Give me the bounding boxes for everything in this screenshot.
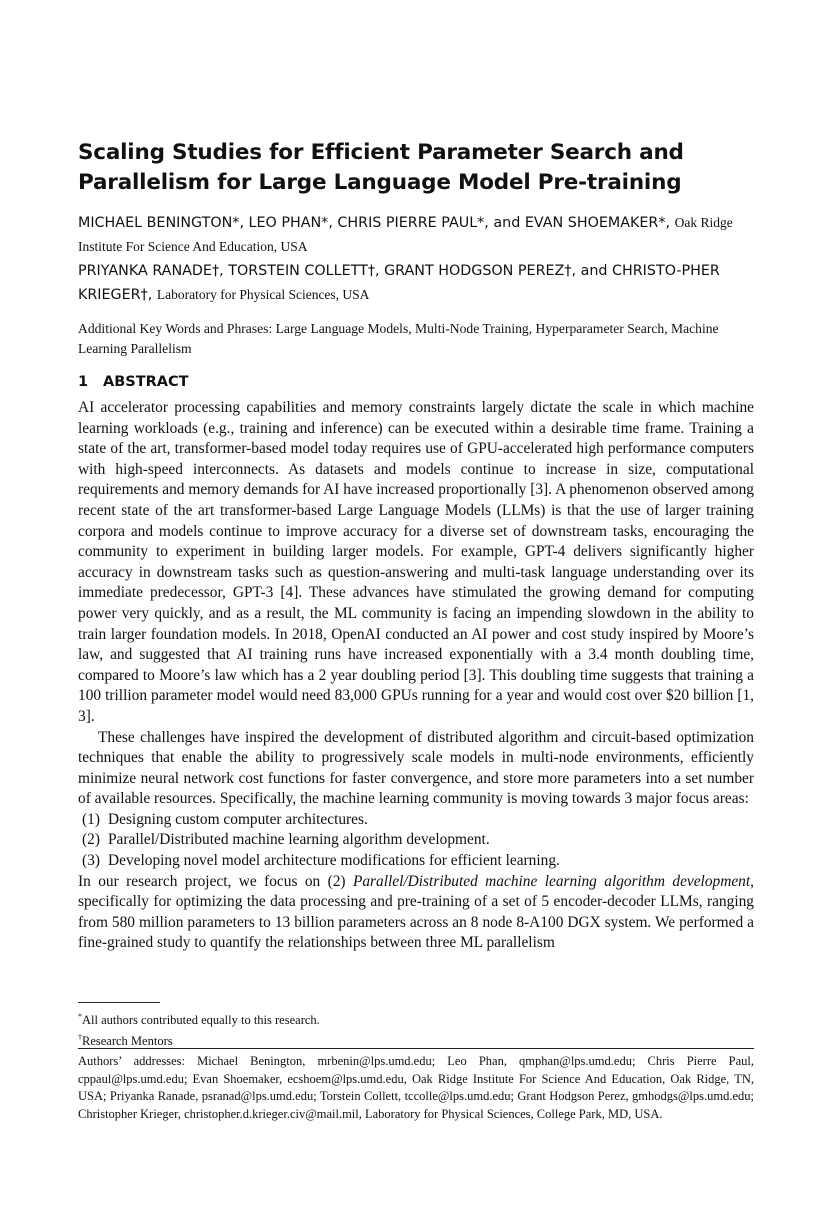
abstract-body: [78, 398, 754, 954]
list-number: (2): [82, 831, 100, 849]
footnote-equal: [78, 1008, 754, 1029]
section-title: ABSTRACT: [103, 374, 189, 390]
list-text: Developing novel model architecture modifications for efficient learning.: [108, 852, 560, 870]
footnote-text: Research Mentors: [82, 1034, 173, 1049]
author-group-1: MICHAEL BENINGTON*, LEO PHAN*, CHRIS PIERRE PAUL*, and EVAN SHOEMAKER*,: [78, 215, 671, 231]
list-item: [78, 810, 754, 831]
list-text: Parallel/Distributed machine learning algorithm development.: [108, 831, 490, 849]
focus-area-list: [78, 810, 754, 872]
keywords: Additional Key Words and Phrases: Large Language Models, Multi-Node Training, Hyperparameter Search, Machine Learning Parallelism: [78, 321, 719, 356]
author-addresses: Authors’ addresses: Michael Benington, mrbenin@lps.umd.edu; Leo Phan, qmphan@lps.umd.edu; Chris Pierre Paul, cppaul@lps.umd.edu; Evan Shoemaker, ecshoem@lps.umd.edu, Oak Ridge Institute For Science And Education, Oak Ridge, TN, USA; Priyanka Ranade, psranad@lps.umd.edu; Torstein Collett, tccolle@lps.umd.edu; Grant Hodgson Perez, gmhodgs@lps.umd.edu; Christopher Krieger, christopher.d.krieger.civ@mail.mil, Laboratory for Physical Sciences, College Park, MD, USA.: [78, 1054, 754, 1121]
section-heading: [78, 371, 189, 393]
list-number: (1): [82, 810, 100, 828]
footnote-mark: †: [78, 1033, 82, 1043]
paper-title: Scaling Studies for Efficient Parameter Search and Parallelism for Large Language Model Pre-training: [78, 140, 684, 195]
footnotes: [78, 1008, 754, 1050]
author-group-2: PRIYANKA RANADE†, TORSTEIN COLLETT†, GRANT HODGSON PEREZ†, and CHRISTO-PHER KRIEGER†,: [78, 263, 720, 303]
paragraph-2: These challenges have inspired the development of distributed algorithm and circuit-based optimization techniques that enable the ability to progressively scale models in multi-node environments, efficiently minimize neural network cost functions for faster convergence, and store more parameters into a set number of available resources. Specifically, the machine learning community is moving towards 3 major focus areas:: [78, 728, 754, 808]
footnote-mark: *: [78, 1012, 82, 1021]
paragraph-1: AI accelerator processing capabilities and memory constraints largely dictate the scale in which machine learning workloads (e.g., training and inference) can be executed within a desirable time frame. Training a state of the art, transformer-based model today requires use of GPU-accelerated high performance computers with high-speed interconnects. As datasets and models continue to increase in size, computational requirements and memory demands for AI have increased proportionally [3]. A phenomenon observed among recent state of the art transformer-based Large Language Models (LLMs) is that the use of larger training corpora and models continue to improve accuracy for a diverse set of downstream tasks, encouraging the community to experiment in building larger models. For example, GPT-4 delivers significantly higher accuracy in downstream tasks such as question-answering and multi-task language understanding over its immediate predecessor, GPT-3 [4]. These advances have stimulated the growing demand for computing power very quickly, and as a result, the ML community is facing an impending slowdown in the ability to train larger foundation models. In 2018, OpenAI conducted an AI power and cost study inspired by Moore’s law, and suggested that AI training runs have increased exponentially with a 3.4 month doubling time, compared to Moore’s law which has a 2 year doubling period [3]. This doubling time suggests that training a 100 trillion parameter model would need 83,000 GPUs running for a year and would cost over $20 billion [1, 3].: [78, 399, 754, 725]
affiliation-1: Oak Ridge Institute For Science And Education, USA: [78, 215, 733, 254]
author-block: [78, 211, 754, 307]
affiliation-2: Laboratory for Physical Sciences, USA: [156, 287, 370, 302]
footnote-text: All authors contributed equally to this research.: [82, 1013, 320, 1028]
address-rule: [78, 1048, 754, 1049]
paragraph-3-rest: , specifically for optimizing the data processing and pre-training of a set of 5 encoder-decoder LLMs, ranging from 580 million parameters to 13 billion parameters across an 8 node 8-A100 DGX system. We performed a fine-grained study to quantify the relationships between three ML parallelism: [78, 872, 754, 952]
paragraph-3: [78, 872, 754, 954]
footnote-rule: [78, 1002, 160, 1003]
paragraph-3-lead: In our research project, we focus on (2): [78, 872, 353, 890]
list-text: Designing custom computer architectures.: [108, 810, 368, 828]
section-number: 1: [78, 374, 89, 390]
list-item: [78, 830, 754, 851]
list-number: (3): [82, 852, 100, 870]
list-item: [78, 851, 754, 872]
paragraph-3-emphasis: Parallel/Distributed machine learning algorithm development: [352, 872, 751, 890]
